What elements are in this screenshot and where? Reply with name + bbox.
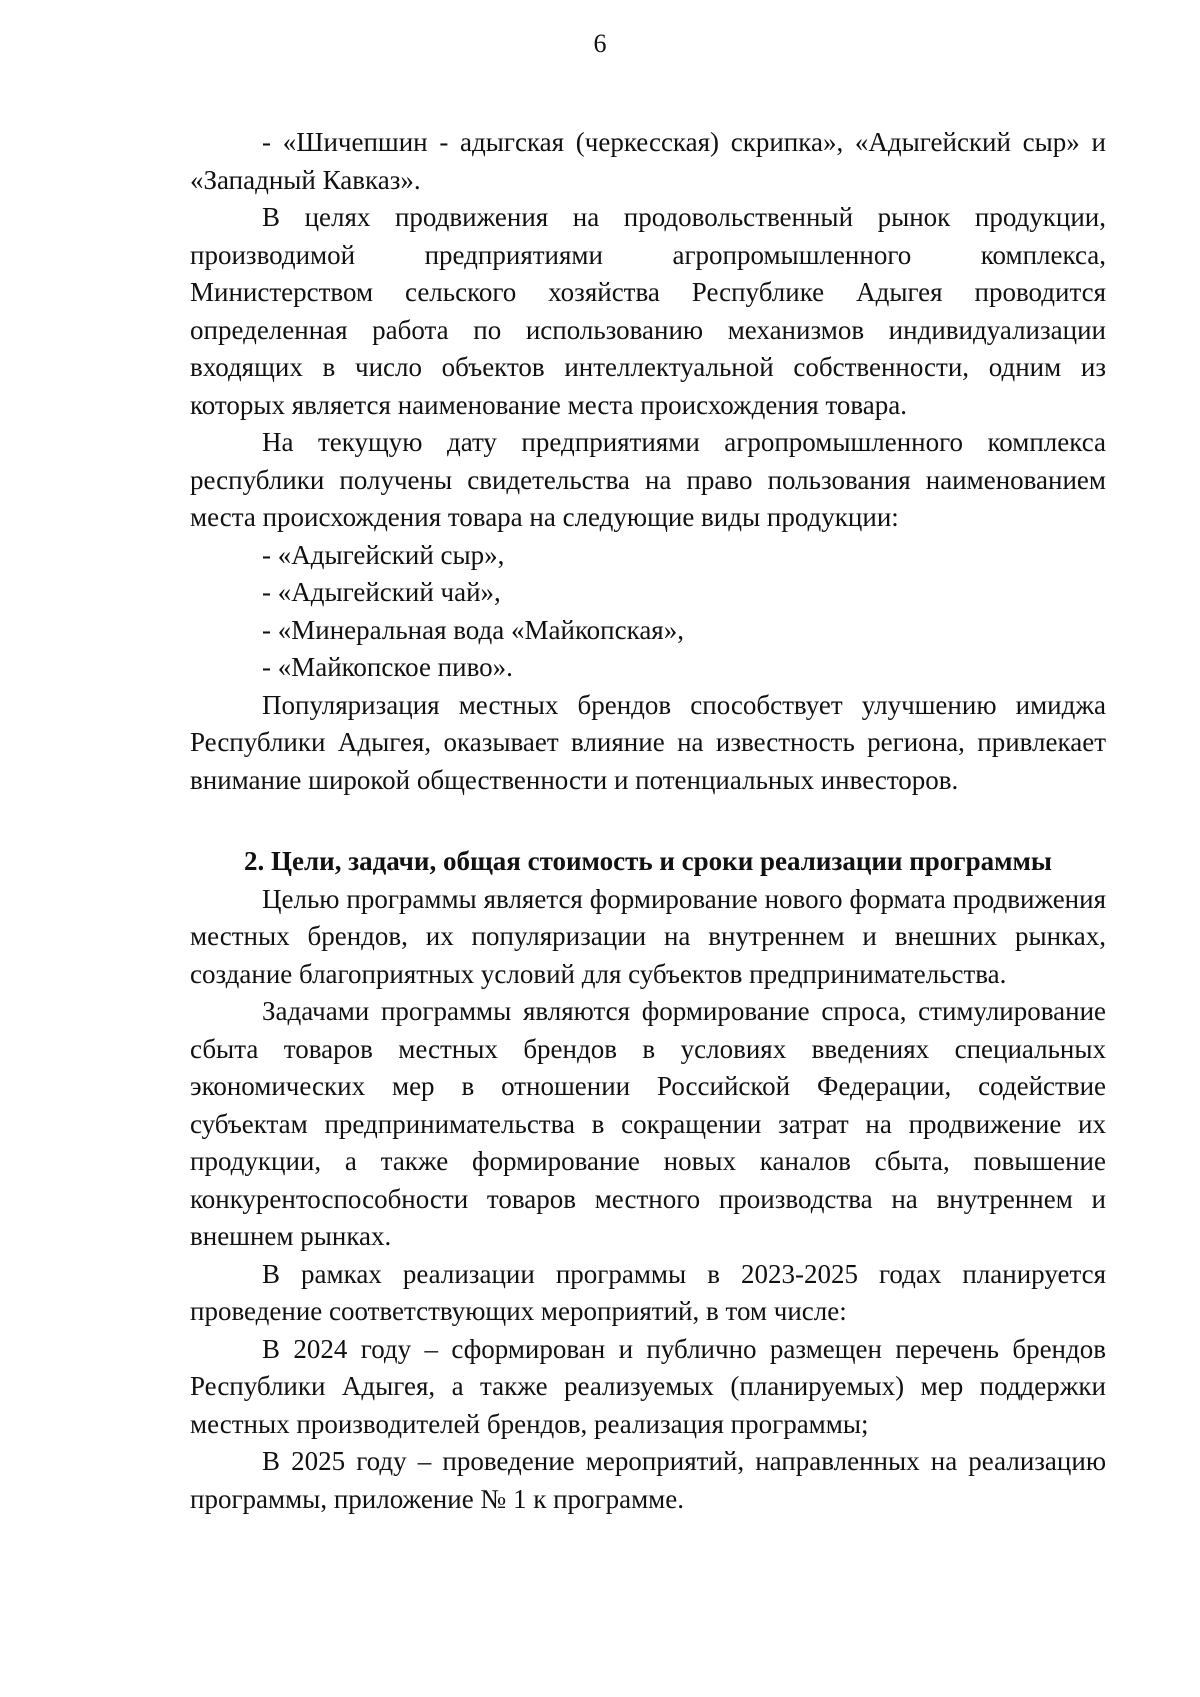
list-item: - «Адыгейский чай», — [262, 577, 501, 607]
list-item: - «Майкопское пиво». — [262, 652, 513, 682]
list-item: - «Адыгейский сыр», — [262, 539, 505, 570]
paragraph-tasks: Задачами программы являются формирование спроса, стимулирование сбыта товаров местных брендов в условиях введениях специальных экономических мер в отношении Российской Федерации, содействие субъектам предпринимательства в сокращении затрат на продвижение их продукции, а также формирование новых каналов сбыта, повышение конкурентоспособности товаров местного производства на внутреннем и внешнем рынках. — [190, 996, 1106, 1251]
paragraph-certificates: На текущую дату предприятиями агропромышленного комплекса республики получены свидетельства на право пользования наименованием места происхождения товара на следующие виды продукции: — [190, 427, 1106, 532]
product-list — [190, 537, 1106, 687]
section-heading: 2. Цели, задачи, общая стоимость и сроки реализации программы — [244, 846, 1052, 876]
paragraph-2025: В 2025 году – проведение мероприятий, направленных на реализацию программы, приложение № 1 к программе. — [190, 1446, 1106, 1514]
paragraph-brands-list-end: - «Шичепшин - адыгская (черкесская) скрипка», «Адыгейский сыр» и «Западный Кавказ». — [190, 127, 1106, 195]
paragraph-implementation: В рамках реализации программы в 2023-2025 годах планируется проведение соответствующих мероприятий, в том числе: — [190, 1258, 1106, 1326]
paragraph-2024: В 2024 году – сформирован и публично размещен перечень брендов Республики Адыгея, а также реализуемых (планируемых) мер поддержки местных производителей брендов, реализация программы; — [190, 1333, 1106, 1439]
document-body — [190, 124, 1106, 1518]
list-item: - «Минеральная вода «Майкопская», — [262, 614, 684, 645]
paragraph-goal: Целью программы является формирование нового формата продвижения местных брендов, их популяризации на внутреннем и внешних рынках, создание благоприятных условий для субъектов предпринимательства. — [190, 883, 1106, 989]
paragraph-promotion: В целях продвижения на продовольственный рынок продукции, производимой предприятиями агропромышленного комплекса, Министерством сельского хозяйства Республике Адыгея проводится определенная работа по использованию механизмов индивидуализации входящих в число объектов интеллектуальной собственности, одним из которых является наименование места происхождения товара. — [190, 202, 1106, 420]
page-number: 6 — [593, 29, 607, 58]
paragraph-popularization: Популяризация местных брендов способствует улучшению имиджа Республики Адыгея, оказывает влияние на известность региона, привлекает внимание широкой общественности и потенциальных инвесторов. — [190, 689, 1106, 795]
